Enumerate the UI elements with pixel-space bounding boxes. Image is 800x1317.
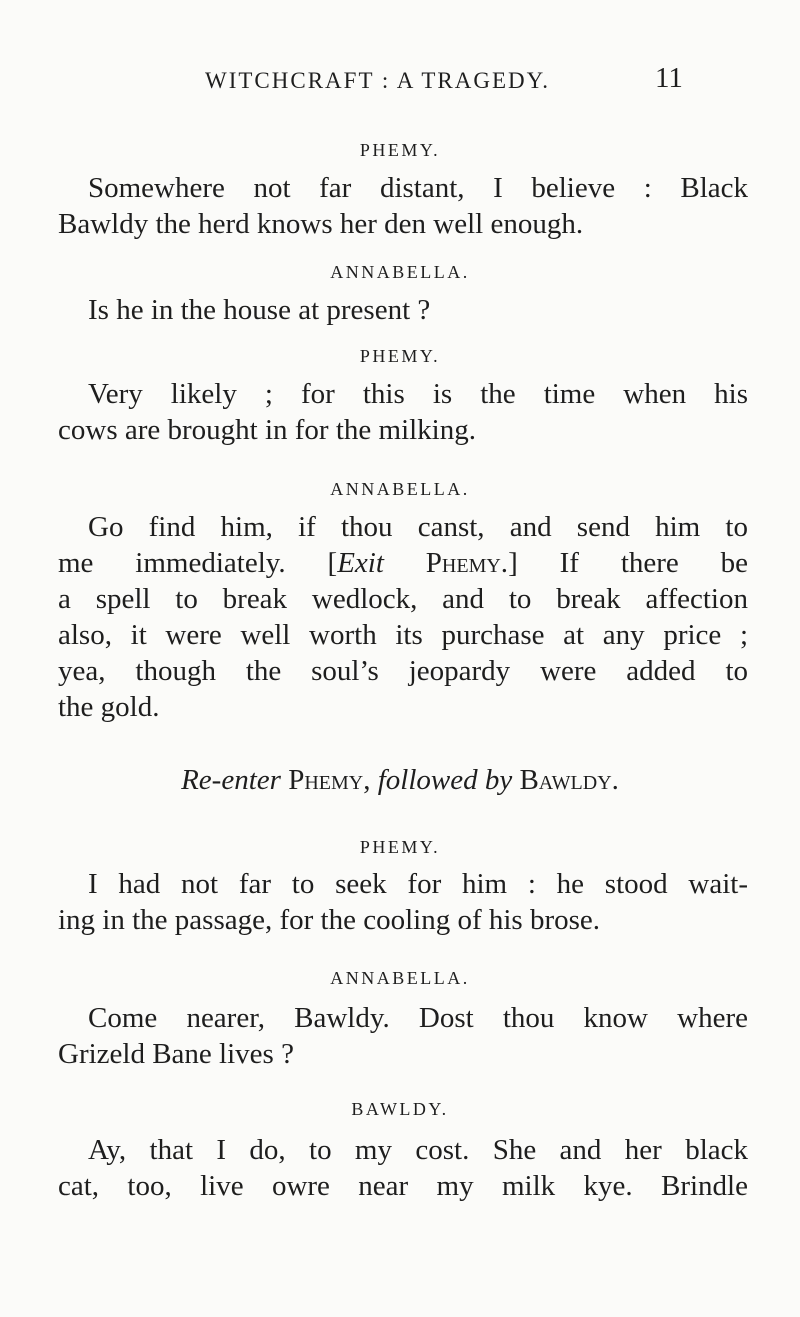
text-line: also, it were well worth its purchase at any price ; (58, 619, 748, 651)
text-line: Go find him, if thou canst, and send him to (88, 511, 748, 543)
text-line: cat, too, live owre near my milk kye. Brindle (58, 1170, 748, 1202)
page-number: 11 (655, 62, 683, 94)
text-fragment: If there be (559, 547, 749, 579)
text-line: Very likely ; for this is the time when his (88, 378, 748, 410)
text-fragment: [Exit Phemy.] (327, 547, 518, 579)
speaker-label: BAWLDY. (351, 1099, 449, 1119)
speaker-label: PHEMY. (359, 140, 441, 160)
text-line: a spell to break wedlock, and to break affection (58, 583, 748, 615)
speaker-label: PHEMY. (359, 837, 441, 857)
text-line: Bawldy the herd knows her den well enough. (58, 208, 584, 240)
text-line: Somewhere not far distant, I believe : Black (88, 172, 748, 204)
text-line: the gold. (58, 691, 160, 723)
text-line: ing in the passage, for the cooling of his brose. (58, 904, 601, 936)
text-line: I had not far to seek for him : he stood wait- (88, 868, 748, 900)
speaker-label: ANNABELLA. (330, 968, 470, 988)
text-line: Grizeld Bane lives ? (58, 1038, 294, 1070)
running-title: WITCHCRAFT : A TRAGEDY. (205, 68, 551, 93)
text-fragment: me immediately. (58, 547, 286, 579)
text-line: Ay, that I do, to my cost. She and her black (88, 1134, 748, 1166)
page-header (0, 62, 800, 106)
text-line: Is he in the house at present ? (88, 294, 431, 326)
text-line: cows are brought in for the milking. (58, 414, 476, 446)
text-line: Come nearer, Bawldy. Dost thou know where (88, 1002, 748, 1034)
text-line-stage-direction (58, 545, 748, 581)
stage-direction: Re-enter Phemy, followed by Bawldy. (181, 764, 619, 796)
speaker-label: ANNABELLA. (330, 262, 470, 282)
speaker-label: PHEMY. (359, 346, 441, 366)
text-line: yea, though the soul’s jeopardy were added to (58, 655, 748, 687)
speaker-label: ANNABELLA. (330, 479, 470, 499)
